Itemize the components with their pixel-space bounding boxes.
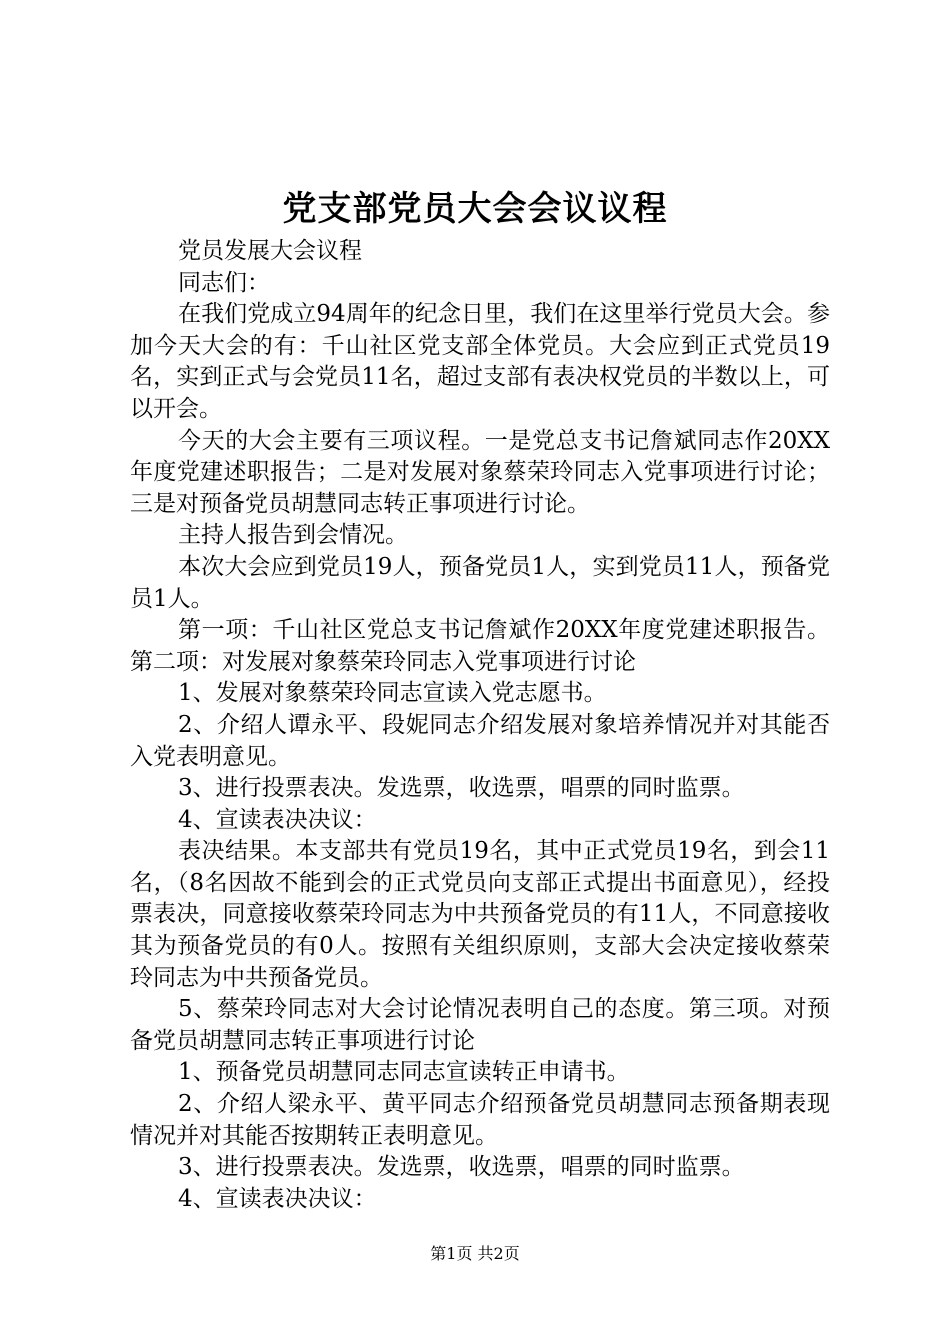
document-title: 党支部党员大会会议议程 [282,189,668,229]
paragraph: 5、蔡荣玲同志对大会讨论情况表明自己的态度。第三项。对预备党员胡慧同志转正事项进行讨论 [130,996,830,1054]
paragraph: 4、宣读表决决议： [178,1185,377,1212]
paragraph: 党员发展大会议程 [178,238,362,264]
paragraph: 1、预备党员胡慧同志同志宣读转正申请书。 [178,1059,630,1086]
paragraph: 1、发展对象蔡荣玲同志宣读入党志愿书。 [178,680,607,707]
paragraph: 主持人报告到会情况。 [178,522,408,549]
paragraph: 在我们党成立94周年的纪念日里，我们在这里举行党员大会。参加今天大会的有：千山社区党支部全体党员。大会应到正式党员19名，实到正式与会党员11名，超过支部有表决权党员的半数以上，可以开会。 [130,301,830,422]
paragraph: 3、进行投票表决。发选票，收选票，唱票的同时监票。 [178,775,745,802]
paragraph: 表决结果。本支部共有党员19名，其中正式党员19名，到会11名，（8名因故不能到会的正式党员向支部正式提出书面意见），经投票表决，同意接收蔡荣玲同志为中共预备党员的有11人，不同意接收其为预备党员的有0人。按照有关组织原则，支部大会决定接收蔡荣玲同志为中共预备党员。 [130,838,830,991]
paragraph: 同志们： [178,269,270,296]
paragraph: 3、进行投票表决。发选票，收选票，唱票的同时监票。 [178,1154,745,1181]
document-body [130,236,830,1215]
page-number-footer: 第1页 共2页 [430,1244,520,1263]
paragraph: 4、宣读表决决议： [178,806,377,833]
paragraph: 本次大会应到党员19人，预备党员1人，实到党员11人，预备党员1人。 [130,553,830,612]
paragraph: 2、介绍人谭永平、段妮同志介绍发展对象培养情况并对其能否入党表明意见。 [130,711,830,770]
paragraph: 2、介绍人梁永平、黄平同志介绍预备党员胡慧同志预备期表现情况并对其能否按期转正表明意见。 [130,1091,830,1149]
paragraph: 今天的大会主要有三项议程。一是党总支书记詹斌同志作20XX年度党建述职报告；二是对发展对象蔡荣玲同志入党事项进行讨论；三是对预备党员胡慧同志转正事项进行讨论。 [130,427,830,517]
paragraph: 第一项：千山社区党总支书记詹斌作20XX年度党建述职报告。第二项：对发展对象蔡荣玲同志入党事项进行讨论 [130,617,830,675]
